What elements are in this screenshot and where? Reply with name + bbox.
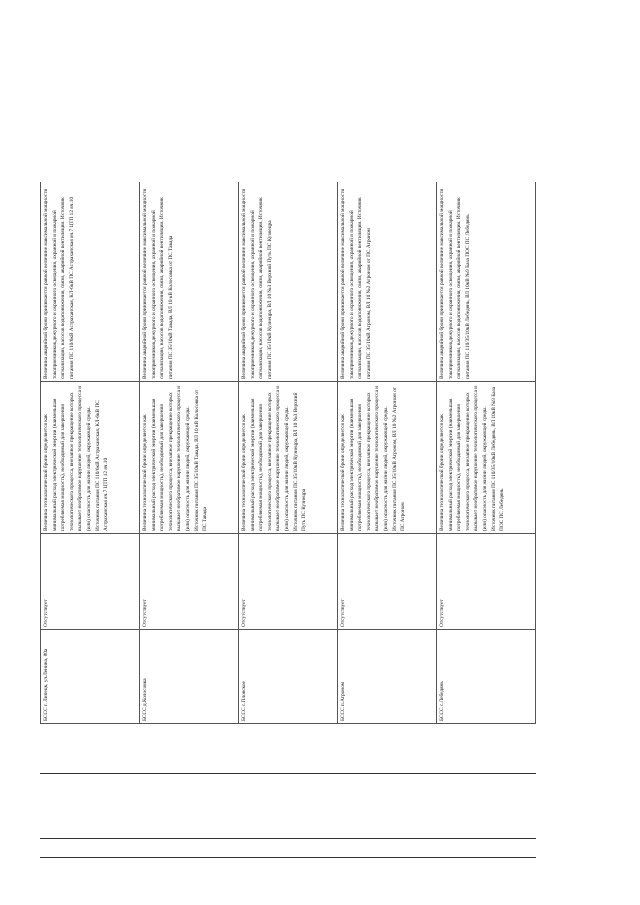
reservation-table <box>40 182 536 724</box>
cell-technological: Величина технологической брони определяется как минимальный расход электрической энергии (наименьшая потребляемая мощность), необходимый для завершения технологического процесса, внезапное прекращение которых вызывает необратимое нарушение технологического процесса и (или) опасность для жизни людей, окружающей среды. Источник питания ПС 35/10кВ Кузнецра, ВЛ 10 №3 Верхний Путь ПС Кузнецра <box>239 382 338 534</box>
cell-absent: Отсутствует <box>41 534 140 630</box>
rotated-table-frame <box>40 182 536 724</box>
cell-object: БССС г. Липецк, ул.Ленина, 80а <box>41 630 140 724</box>
footer-rule <box>40 857 536 858</box>
cell-technological: Величина технологической брони определяется как минимальный расход электрической энергии (наименьшая потребляемая мощность), необходимый для завершения технологического процесса, внезапное прекращение которых вызывает необратимое нарушение технологического процесса и (или) опасность для жизни людей, окружающей среды. Источник питания ПС 110/6кВ Астраханская, КЛ-6кВ ПС Астраханская яч.7 ЦТП 12 яч.10 <box>41 382 140 534</box>
footer-rule <box>40 773 536 774</box>
table-row <box>239 182 338 724</box>
cell-object: БССС с.Пловское <box>239 630 338 724</box>
table-row <box>437 182 536 724</box>
table-row <box>140 182 239 724</box>
cell-absent: Отсутствует <box>437 534 536 630</box>
footer-rule <box>40 838 536 839</box>
cell-absent: Отсутствует <box>239 534 338 630</box>
cell-technological: Величина технологической брони определяется как минимальный расход электрической энергии (наименьшая потребляемая мощность), необходимый для завершения технологического процесса, внезапное прекращение которых вызывает необратимое нарушение технологического процесса и (или) опасность для жизни людей, окружающей среды. Источник питания ПС 35/10кВ Тавада, ВЛ 10 кВ Колосовка от ПС Тавада <box>140 382 239 534</box>
cell-object: БССС д.Колосовка <box>140 630 239 724</box>
cell-emergency: Величина аварийной брони принимается равной величине максимальной мощности токоприемников,дежурного и охранного освещения, охранной и пожарной сигнализации, насосов водопонижения, связи, аварийной вентиляции. Источник питания ПС 35/10кВ Агроном, ВЛ 10 №2 Агроном от ПС Агроном <box>338 182 437 382</box>
cell-technological: Величина технологической брони определяется как минимальный расход электрической энергии (наименьшая потребляемая мощность), необходимый для завершения технологического процесса, внезапное прекращение которых вызывает необратимое нарушение технологического процесса и (или) опасность для жизни людей, окружающей среды. Источник питания ПС 110/35/10кВ Лебедянь, ВЛ 10кВ №9 База ПОС ПС Лебедянь <box>437 382 536 534</box>
cell-emergency: Величина аварийной брони принимается равной величине максимальной мощности токоприемников,дежурного и охранного освещения, охранной и пожарной сигнализации, насосов водопонижения, связи, аварийной вентиляции. Источник питания ПС 110/35/10кВ Лебедянь, ВЛ 10кВ №9 База ПОС ПС Лебедянь <box>437 182 536 382</box>
cell-object: БССС п.Агроном <box>338 630 437 724</box>
cell-absent: Отсутствует <box>140 534 239 630</box>
cell-emergency: Величина аварийной брони принимается равной величине максимальной мощности токоприемников,дежурного и охранного освещения, охранной и пожарной сигнализации, насосов водопонижения, связи, аварийной вентиляции. Источник питания ПС 35/10кВ Кузнецра, ВЛ 10 №3 Верхний Путь ПС Кузнецра <box>239 182 338 382</box>
cell-emergency: Величина аварийной брони принимается равной величине максимальной мощности токоприемников,дежурного и охранного освещения, охранной и пожарной сигнализации, насосов водопонижения, связи, аварийной вентиляции. Источник питания ПС 110/6кВ Астраханская, КЛ-6кВ ПС Астраханская яч.7 ЦТП 12 яч.10 <box>41 182 140 382</box>
table-row <box>338 182 437 724</box>
cell-absent: Отсутствует <box>338 534 437 630</box>
cell-object: БССС с.Лебедянь <box>437 630 536 724</box>
cell-technological: Величина технологической брони определяется как минимальный расход электрической энергии (наименьшая потребляемая мощность), необходимый для завершения технологического процесса, внезапное прекращение которых вызывает необратимое нарушение технологического процесса и (или) опасность для жизни людей, окружающей среды. Источник питания ПС 35/10кВ Агроном, ВЛ 10 №2 Агроном от ПС Агроном <box>338 382 437 534</box>
rotated-table-region <box>40 182 536 724</box>
cell-emergency: Величина аварийной брони принимается равной величине максимальной мощности токоприемников,дежурного и охранного освещения, охранной и пожарной сигнализации, насосов водопонижения, связи, аварийной вентиляции. Источник питания ПС 35/10кВ Тавада, ВЛ 10 кВ Колосовка от ПС Тавада <box>140 182 239 382</box>
table-row <box>41 182 140 724</box>
